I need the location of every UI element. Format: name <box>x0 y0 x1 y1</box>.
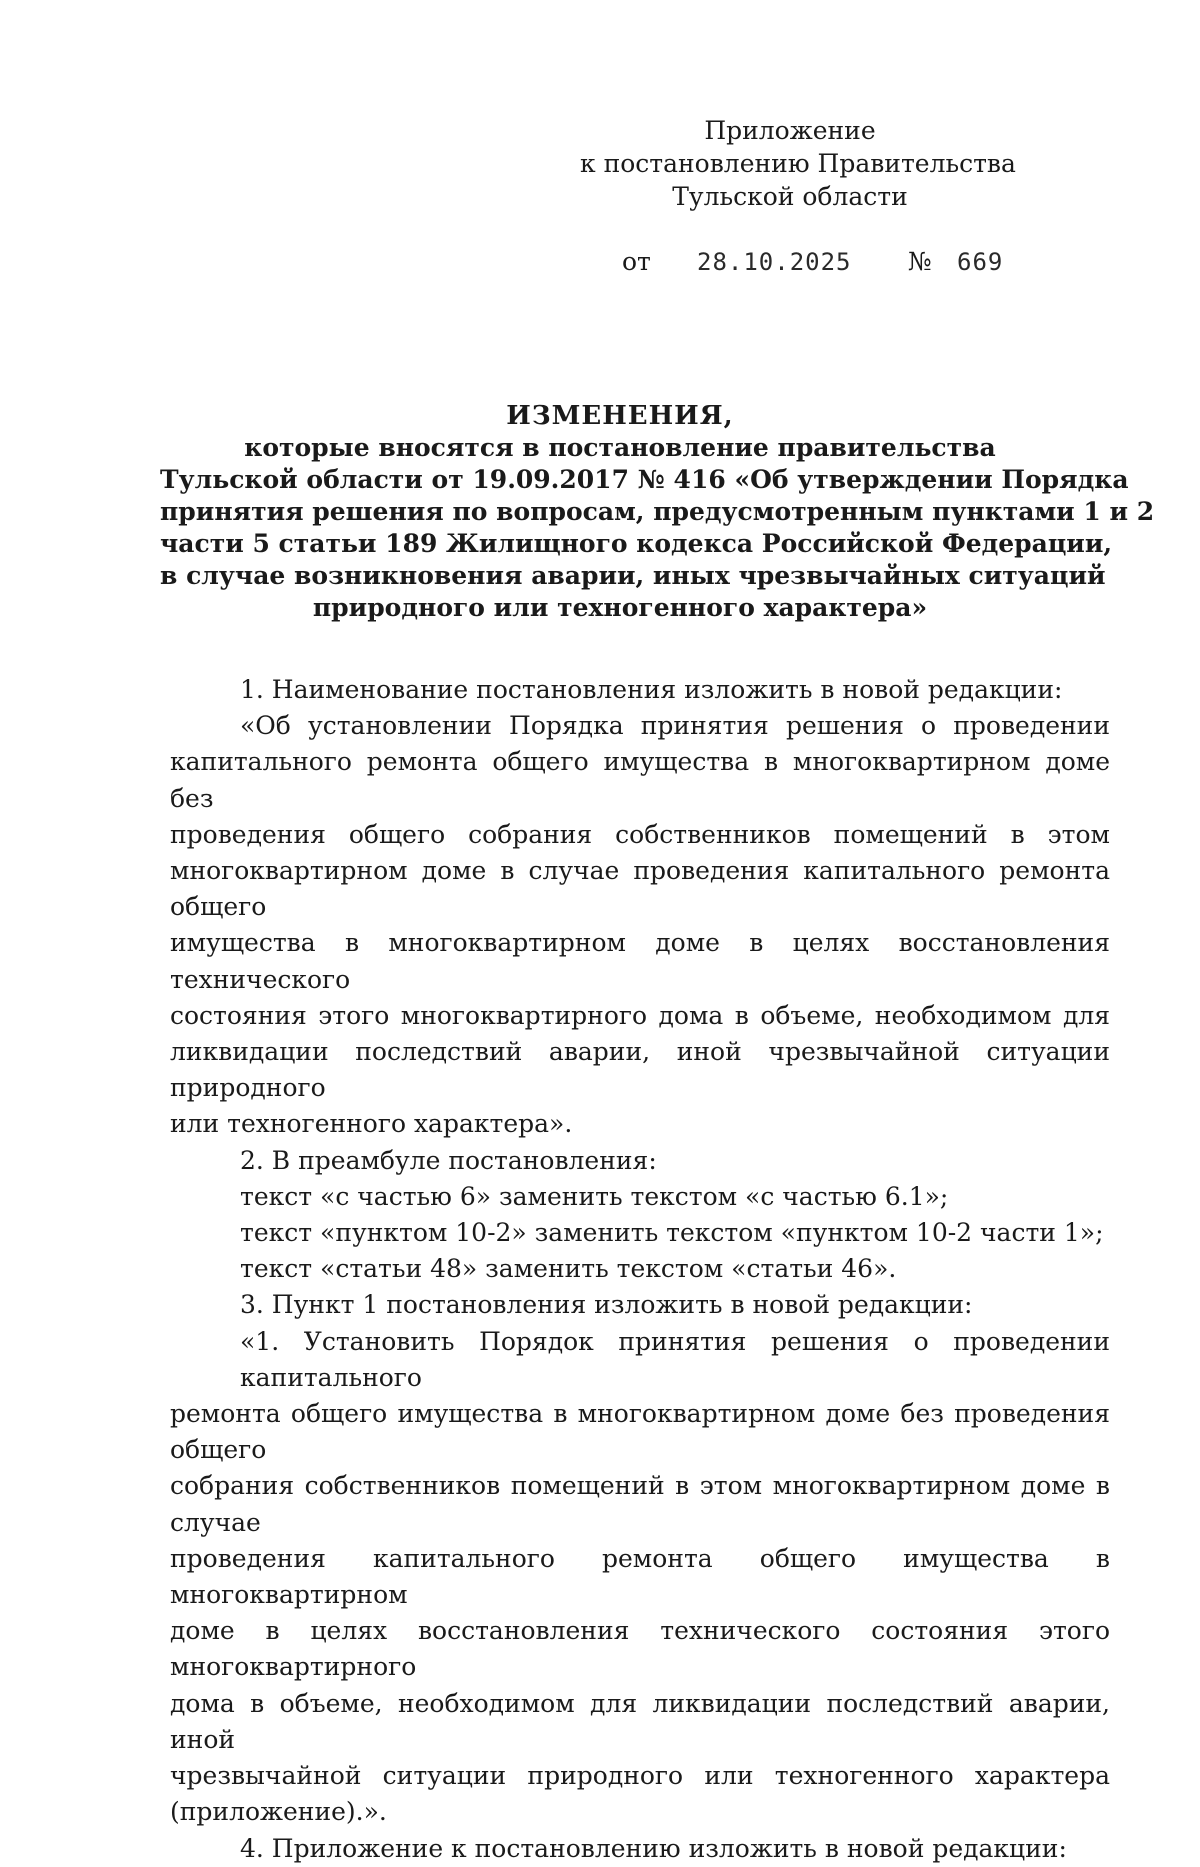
quote-line: (приложение).». <box>170 1797 387 1827</box>
document-body <box>170 672 1110 1867</box>
quote-line: многоквартирном доме в случае проведения капитального ремонта общего <box>170 856 1110 922</box>
title-line: части 5 статьи 189 Жилищного кодекса Российской Федерации, <box>160 529 1113 558</box>
title-heading: ИЗМЕНЕНИЯ, <box>506 401 734 431</box>
quote-line: чрезвычайной ситуации природного или техногенного характера <box>170 1761 1110 1791</box>
quote-line: или техногенного характера». <box>170 1109 573 1139</box>
item-1: 1. Наименование постановления изложить в новой редакции: <box>240 675 1063 704</box>
title-line: которые вносятся в постановление правительства <box>244 433 996 462</box>
quote-line: «Об установлении Порядка принятия решения о проведении <box>240 711 1110 741</box>
quote-line: состояния этого многоквартирного дома в объеме, необходимом для <box>170 1000 1110 1030</box>
document-number: 669 <box>957 248 1004 276</box>
date-prefix: от <box>622 247 651 276</box>
title-line: Тульской области от 19.09.2017 № 416 «Об утверждении Порядка <box>160 465 1129 494</box>
number-sign: № <box>908 247 932 276</box>
item-3: 3. Пункт 1 постановления изложить в новой редакции: <box>240 1290 973 1320</box>
appendix-line: Тульской области <box>672 182 908 211</box>
document-date: 28.10.2025 <box>697 248 852 276</box>
quote-line: капитального ремонта общего имущества в многоквартирном доме без <box>170 747 1110 813</box>
quote-line: ликвидации последствий аварии, иной чрезвычайной ситуации природного <box>170 1037 1110 1103</box>
quote-line: проведения капитального ремонта общего имущества в многоквартирном <box>170 1543 1110 1610</box>
title-line: принятия решения по вопросам, предусмотренным пунктами 1 и 2 <box>160 497 1155 526</box>
document-title <box>160 400 1155 624</box>
item-2: 2. В преамбуле постановления: <box>240 1145 657 1175</box>
item-2-b: текст «пунктом 10-2» заменить текстом «пунктом 10-2 части 1»; <box>240 1218 1104 1248</box>
item-2-c: текст «статьи 48» заменить текстом «статьи 46». <box>240 1254 897 1284</box>
quote-line: дома в объеме, необходимом для ликвидации последствий аварии, иной <box>170 1688 1110 1754</box>
appendix-line: к постановлению Правительства <box>580 149 1016 178</box>
title-line: природного или техногенного характера» <box>312 593 928 622</box>
item-2-a: текст «с частью 6» заменить текстом «с частью 6.1»; <box>240 1181 949 1211</box>
quote-line: «1. Установить Порядок принятия решения о проведении капитального <box>240 1326 1110 1392</box>
quote-line: собрания собственников помещений в этом многоквартирном доме в случае <box>170 1471 1110 1537</box>
appendix-title: Приложение <box>704 116 876 145</box>
title-line: в случае возникновения аварии, иных чрезвычайных ситуаций <box>160 561 1106 590</box>
appendix-header <box>580 114 1016 213</box>
quote-line: имущества в многоквартирном доме в целях восстановления технического <box>170 928 1110 994</box>
quote-3 <box>170 1324 1110 1831</box>
quote-line: проведения общего собрания собственников помещений в этом <box>170 819 1110 849</box>
quote-line: доме в целях восстановления технического состояния этого многоквартирного <box>170 1616 1110 1682</box>
quote-line: ремонта общего имущества в многоквартирном доме без проведения общего <box>170 1399 1110 1465</box>
quote-1 <box>170 708 1110 1142</box>
item-4: 4. Приложение к постановлению изложить в новой редакции: <box>240 1833 1067 1863</box>
